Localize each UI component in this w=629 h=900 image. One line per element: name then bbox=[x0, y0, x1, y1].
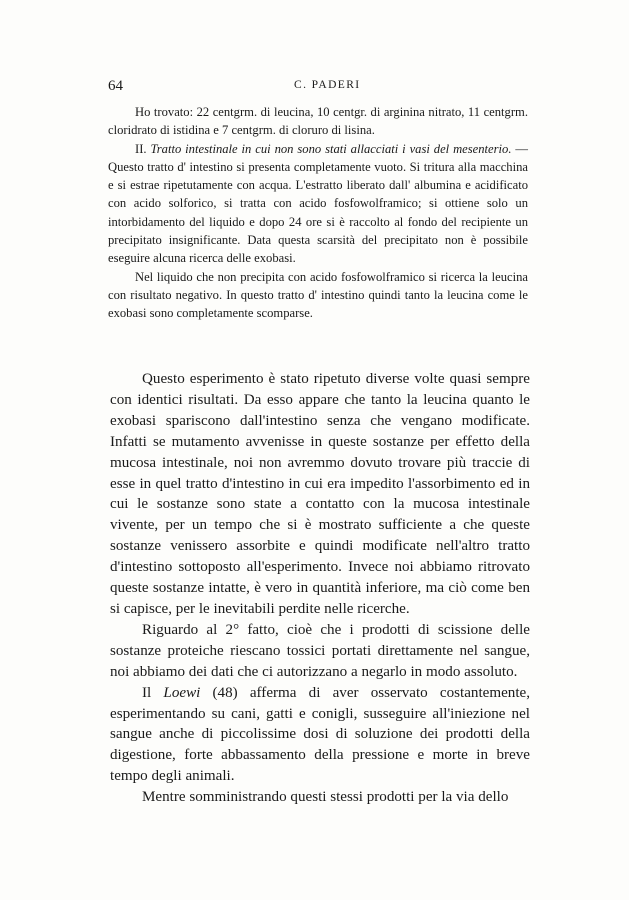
second-fact-paragraph: Riguardo al 2° fatto, cioè che i prodotti di scissione delle sostanze proteiche riescano tossici portati direttamente nel sangue, noi abbiamo dei dati che ci autorizzano a negarlo in modo assoluto. bbox=[110, 621, 530, 680]
liquid-paragraph: Nel liquido che non precipita con acido fosfowolframico si ricerca la leucina con risultato negativo. In questo tratto d' intestino quindi tanto la leucina come le exobasi sono completamente scomparse. bbox=[108, 269, 528, 321]
loewi-paragraph bbox=[110, 683, 530, 788]
running-head: C. PADERI bbox=[294, 79, 361, 91]
section-number: II. bbox=[135, 141, 147, 156]
section-title: Tratto intestinale in cui non sono stati allacciati i vasi del mesenterio. bbox=[150, 141, 512, 156]
closing-paragraph: Mentre somministrando questi stessi prodotti per la via dello bbox=[142, 789, 509, 806]
author-name: Loewi bbox=[163, 684, 201, 701]
small-print-block bbox=[108, 103, 528, 323]
loewi-intro: Il bbox=[142, 684, 152, 701]
results-paragraph: Ho trovato: 22 centgrm. di leucina, 10 centgr. di arginina nitrato, 11 centgrm. cloridrato di istidina e 7 centgrm. di cloruro di lisina. bbox=[108, 105, 528, 138]
page-header bbox=[108, 78, 528, 100]
section-ii-paragraph bbox=[108, 140, 528, 268]
section-body: — Questo tratto d' intestino si presenta completamente vuoto. Si tritura alla macchina e si estrae ripetutamente con acqua. L'estratto liberato dall' albumina e acidificato con acido solforico, si tratta con acido fosfowolframico; si ottiene solo un intorbidamento del liquido e dopo 24 ore si è raccolto al fondo del recipiente un precipitato insignificante. Data questa scarsità del precipitato non è possibile eseguire alcuna ricerca delle exobasi. bbox=[108, 141, 528, 266]
main-text-block bbox=[110, 369, 530, 808]
page-number: 64 bbox=[108, 78, 123, 94]
loewi-body: (48) afferma di aver osservato costantemente, esperimentando su cani, gatti e conigli, susseguire all'iniezione nel sangue anche di piccolissime dosi di soluzione dei prodotti della digestione, forte abbassamento della pressione e morte in breve tempo degli animali. bbox=[110, 684, 531, 785]
experiment-paragraph: Questo esperimento è stato ripetuto diverse volte quasi sempre con identici risultati. Da esso appare che tanto la leucina quanto le exobasi spariscono dall'intestino senza che vengano modificate. Infatti se mutamento avvenisse in queste sostanze per effetto della mucosa intestinale, noi non avremmo dovuto trovare più traccie di esse in quel tratto d'intestino in cui era impedito l'assorbimento ed in cui le sostanze sono state a contatto con la mucosa intestinale vivente, per un tempo che si è mostrato sufficiente a che queste sostanze venissero assorbite e quindi modificate nell'altro tratto d'intestino sottoposto all'esperimento. Invece noi abbiamo ritrovato queste sostanze intatte, è vero in quantità inferiore, ma ciò come ben si capisce, per le inevitabili perdite nelle ricerche. bbox=[110, 371, 530, 617]
